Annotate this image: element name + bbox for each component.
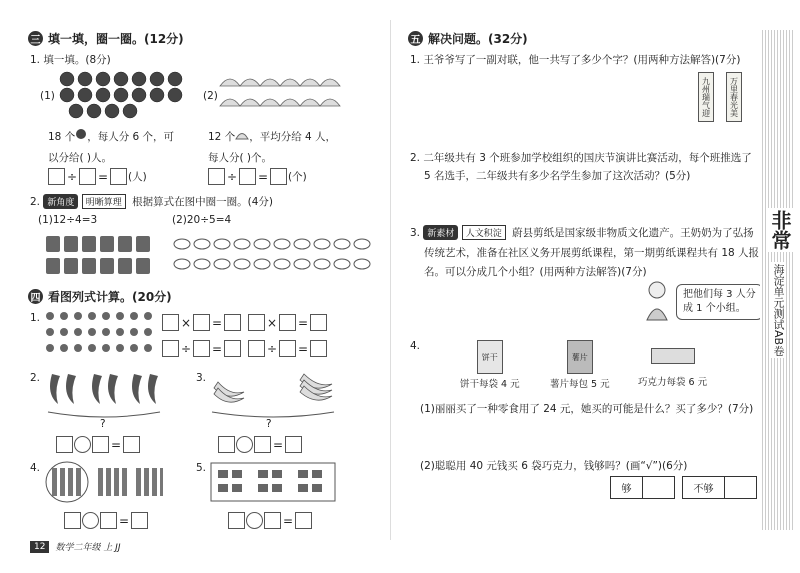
q4-1-eq-multiply-b: × = (248, 314, 327, 331)
answer-box[interactable] (310, 340, 327, 357)
shell-icon (235, 128, 249, 140)
answer-box[interactable] (224, 314, 241, 331)
q1-part1-line1: 18 个 ，每人分 6 个，可 (48, 128, 174, 144)
r-q3-line3: 名。可以分成几个小组？(用两种方法解答)(7分) (424, 266, 647, 278)
answer-box[interactable] (92, 436, 109, 453)
answer-box[interactable] (218, 436, 235, 453)
couplet-scroll-right: 万里春光美 (726, 72, 742, 122)
operator-circle[interactable] (236, 436, 253, 453)
answer-box[interactable] (110, 168, 127, 185)
section-number: 三 (28, 31, 43, 46)
enough-answer-table (610, 476, 757, 499)
not-enough-label: 不够 (683, 477, 725, 499)
q4-1-label: 1. (30, 312, 41, 324)
answer-box[interactable] (162, 340, 179, 357)
answer-box[interactable] (295, 512, 312, 529)
answer-box[interactable] (224, 340, 241, 357)
answer-box[interactable] (279, 340, 296, 357)
sidebar-title: 海淀单元测试AB卷 (772, 264, 785, 357)
operator-circle[interactable] (74, 436, 91, 453)
q4-3-label: 3. (196, 372, 207, 384)
answer-box[interactable] (193, 314, 210, 331)
q1-part2-label: (2) (203, 90, 218, 102)
answer-box[interactable] (228, 512, 245, 529)
r-q2-line2: 5 名选手，二年级共有多少名学生参加了这次活动？(5分) (424, 170, 691, 182)
q4-3-equation: = (218, 436, 302, 453)
r-q4-sub1: (1)丽丽买了一种零食用了 24 元，她买的可能是什么？买了多少？(7分) (420, 403, 754, 415)
q4-1-eq-divide-b: ÷ = (248, 340, 327, 357)
page-footer (30, 540, 120, 553)
operator-circle[interactable] (82, 512, 99, 529)
q1-title: 1. 填一填。(8分) (30, 54, 111, 66)
q4-4-label: 4. (30, 462, 41, 474)
answer-box[interactable] (270, 168, 287, 185)
tomato-icon (75, 128, 87, 140)
r-q4-num: 4. (410, 340, 421, 352)
answer-box[interactable] (64, 512, 81, 529)
section-title: 填一填，圈一圈。(12分) (48, 32, 184, 46)
answer-box[interactable] (248, 314, 265, 331)
answer-box[interactable] (123, 436, 140, 453)
q4-4-equation: = (64, 512, 148, 529)
enough-check-cell[interactable] (643, 477, 675, 499)
r-q2-line1: 2. 二年级共有 3 个班参加学校组织的国庆节演讲比赛活动，每个班推选了 (410, 152, 752, 164)
flowers-image (44, 310, 152, 362)
q4-2-label: 2. (30, 372, 41, 384)
leaves-image (172, 236, 382, 276)
section-title: 解决问题。(32分) (428, 32, 528, 46)
q4-1-eq-multiply-a: × = (162, 314, 241, 331)
page-divider (390, 20, 391, 540)
question-mark: ? (266, 418, 272, 430)
answer-box[interactable] (239, 168, 256, 185)
section-5-heading (408, 30, 528, 47)
bananas-image (208, 370, 338, 428)
q1-part2-line2: 每人分( )个。 (208, 152, 273, 164)
snack-chips: 薯片 薯片每包 5 元 (550, 340, 610, 390)
answer-box[interactable] (131, 512, 148, 529)
corn-box-image (210, 462, 336, 502)
q4-5-label: 5. (196, 462, 207, 474)
q4-5-equation: = (228, 512, 312, 529)
topic-tag: 明晰算理 (82, 194, 126, 209)
r-q3-line1: 3. 新素材 人文积淀 蔚县剪纸是国家级非物质文化遗产。王奶奶为了弘扬 (410, 227, 754, 239)
answer-box[interactable] (264, 512, 281, 529)
snack-biscuit: 饼干 饼干每袋 4 元 (460, 340, 520, 390)
answer-box[interactable] (79, 168, 96, 185)
answer-box[interactable] (279, 314, 296, 331)
chips-icon: 薯片 (567, 340, 593, 374)
answer-box[interactable] (56, 436, 73, 453)
q1-part1-line2: 以分给( )人。 (48, 152, 113, 164)
tomatoes-image (58, 70, 183, 120)
answer-box[interactable] (285, 436, 302, 453)
q1-part2-line1: 12 个 ，平均分给 4 人， (208, 128, 336, 144)
answer-box[interactable] (193, 340, 210, 357)
not-enough-check-cell[interactable] (725, 477, 757, 499)
corn-bundles-image (44, 234, 164, 278)
topic-tag: 人文积淀 (462, 225, 506, 240)
answer-box[interactable] (162, 314, 179, 331)
sidebar-logo: 非常 (766, 208, 795, 252)
section-3-heading (28, 30, 184, 47)
new-material-tag: 新素材 (423, 225, 458, 240)
q1-part2-equation: ÷ = (个) (208, 168, 307, 185)
answer-box[interactable] (310, 314, 327, 331)
answer-box[interactable] (208, 168, 225, 185)
enough-label: 够 (611, 477, 643, 499)
answer-box[interactable] (254, 436, 271, 453)
q2-equation-2: (2)20÷5=4 (172, 214, 232, 226)
section-4-heading (28, 288, 172, 305)
answer-box[interactable] (48, 168, 65, 185)
question-mark: ? (100, 418, 106, 430)
answer-box[interactable] (100, 512, 117, 529)
r-q3-line2: 传统艺术，准备在社区义务开展剪纸课程，第一期剪纸课程共有 18 人报 (424, 247, 760, 259)
q4-1-eq-divide-a: ÷ = (162, 340, 241, 357)
q1-part1-equation: ÷ = (人) (48, 168, 147, 185)
speech-bubble: 把他们每 3 人分 成 1 个小组。 (676, 284, 763, 320)
r-q1-text: 1. 王爷爷写了一副对联，他一共写了多少个字？(用两种方法解答)(7分) (410, 54, 741, 66)
section-title: 看图列式计算。(20分) (48, 290, 172, 304)
shells-image (218, 72, 343, 112)
snack-chocolate: 巧克力每袋 6 元 (638, 348, 707, 388)
section-number: 五 (408, 31, 423, 46)
page-number: 12 (30, 541, 49, 553)
q2-equation-1: (1)12÷4=3 (38, 214, 98, 226)
footer-text: 数学二年级 上 JJ (55, 543, 121, 553)
couplet-scroll-left: 九州瑞气迎 (698, 72, 714, 122)
chocolate-icon (651, 348, 695, 364)
section-number: 四 (28, 289, 43, 304)
q4-2-equation: = (56, 436, 140, 453)
pencils-image (44, 460, 164, 506)
answer-box[interactable] (248, 340, 265, 357)
grandma-image (644, 280, 670, 322)
q1-part1-label: (1) (40, 90, 55, 102)
r-q4-sub2: (2)聪聪用 40 元钱买 6 袋巧克力，钱够吗？(画“√”)(6分) (420, 460, 688, 472)
new-angle-tag: 新角度 (43, 194, 78, 209)
q2-heading: 2. 新角度 明晰算理 根据算式在图中圈一圈。(4分) (30, 196, 273, 208)
biscuit-icon: 饼干 (477, 340, 503, 374)
operator-circle[interactable] (246, 512, 263, 529)
